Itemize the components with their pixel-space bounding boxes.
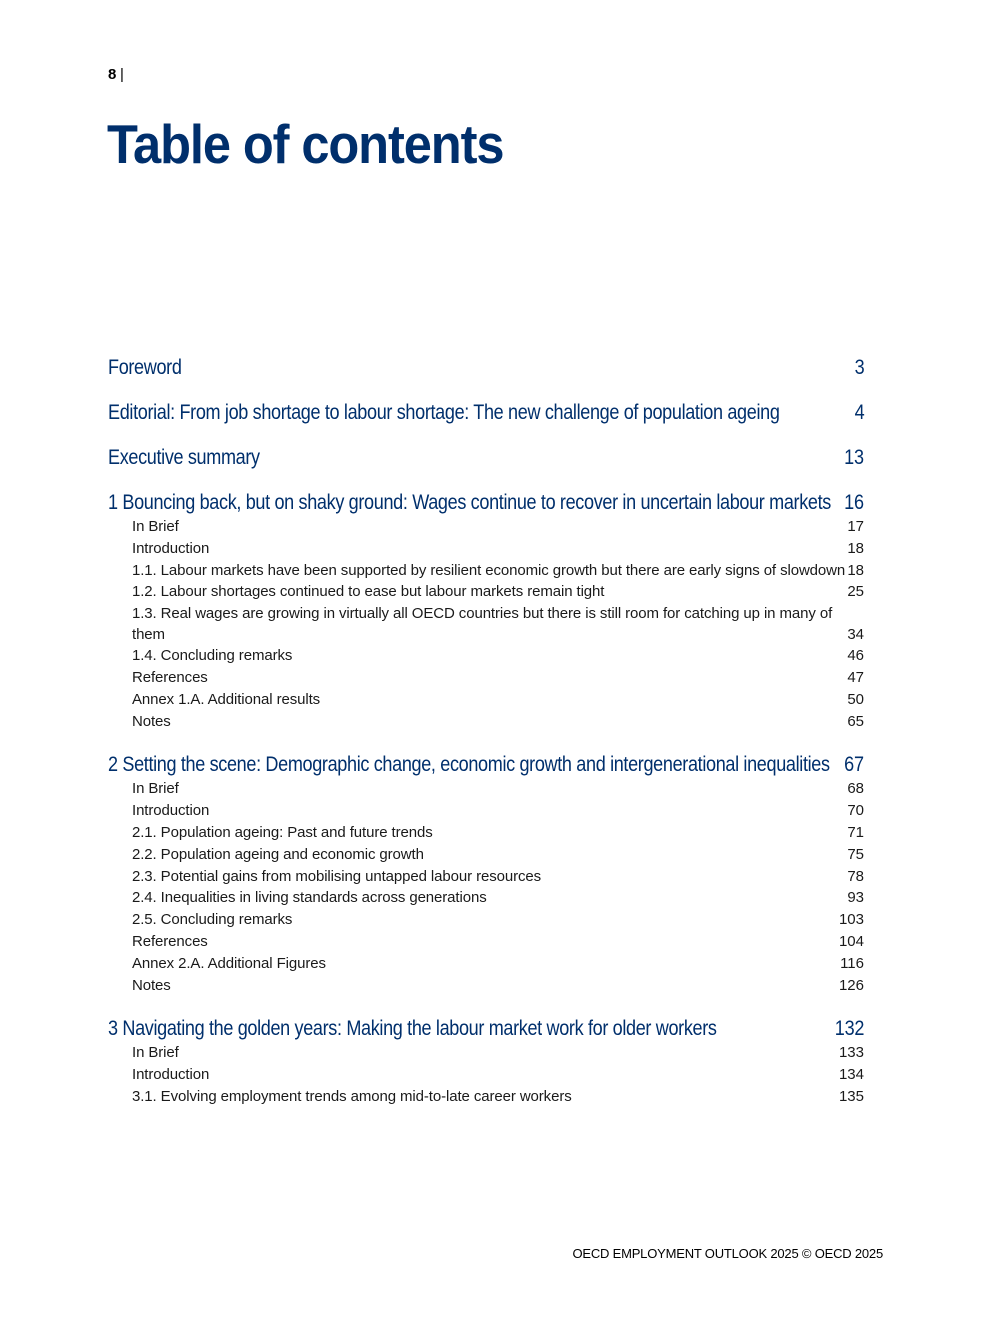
toc-subentry-page: 18 (847, 539, 864, 557)
page-footer: OECD EMPLOYMENT OUTLOOK 2025 © OECD 2025 (572, 1246, 883, 1261)
toc-entry-editorial[interactable] (108, 400, 864, 425)
toc-subentry-label: Notes (132, 712, 171, 730)
toc-subentry-label: In Brief (132, 780, 179, 798)
toc-subentry-label: Introduction (132, 802, 210, 820)
toc-entry-label: Executive summary (108, 446, 260, 469)
toc-subentry-label: 2.1. Population ageing: Past and future trends (132, 823, 433, 841)
toc-subentry[interactable] (108, 604, 864, 645)
toc-subentry-label: 1.1. Labour markets have been supported by resilient economic growth but there are early signs of slowdown (132, 561, 846, 579)
toc-entry-label: Foreword (108, 356, 182, 379)
toc-subentry-label: 2.3. Potential gains from mobilising untapped labour resources (132, 867, 542, 885)
toc-subentry[interactable] (108, 668, 864, 689)
toc-subentry-label: Introduction (132, 1065, 210, 1083)
toc-subentry-label: In Brief (132, 518, 179, 535)
toc-chapter-3[interactable] (108, 1016, 864, 1041)
toc-subentry-page: 135 (838, 1087, 864, 1105)
toc-subentry[interactable] (108, 690, 864, 711)
toc-subentry[interactable] (108, 954, 864, 975)
toc-chapter-1[interactable] (108, 490, 864, 515)
toc-subentry[interactable] (108, 823, 864, 844)
toc-subentry-page: 71 (847, 823, 864, 841)
toc-entry-page: 3 (854, 356, 864, 379)
toc-subentry-label: 2.2. Population ageing and economic growth (132, 845, 424, 863)
toc-subentry-label: 3.1. Evolving employment trends among mid-to-late career workers (132, 1087, 572, 1105)
toc-subentry-page: 126 (838, 976, 864, 994)
toc-subentry-page: 47 (847, 669, 864, 687)
toc-subentry[interactable] (108, 976, 864, 997)
toc-subentry[interactable] (108, 1065, 864, 1086)
toc-subentry-page: 50 (847, 691, 864, 709)
toc-subentry[interactable] (108, 582, 864, 603)
toc-subentry[interactable] (108, 561, 864, 582)
toc-chapter-2[interactable] (108, 752, 864, 777)
toc-subentry-label: Notes (132, 976, 171, 994)
toc-subentry-label: In Brief (132, 1044, 179, 1062)
toc-subentry-page: 68 (847, 780, 864, 798)
toc-subentry-page: 78 (847, 867, 864, 885)
toc-subentry[interactable] (108, 712, 864, 733)
toc-subentry-label: Annex 2.A. Additional Figures (132, 954, 326, 972)
toc-entry-label: Editorial: From job shortage to labour shortage: The new challenge of population ageing (108, 401, 780, 424)
toc-subentry-label: Annex 1.A. Additional results (132, 691, 321, 709)
toc-subentry-page: 34 (847, 625, 864, 643)
toc-entry-executive-summary[interactable] (108, 445, 864, 470)
toc-subentry-label: 1.3. Real wages are growing in virtually all OECD countries but there is still room for catching up in many of them (132, 605, 833, 643)
table-of-contents (108, 355, 864, 1107)
toc-subentry[interactable] (108, 932, 864, 953)
toc-entry-page: 4 (854, 401, 864, 424)
page-separator: | (120, 66, 124, 83)
toc-subentry-label: Introduction (132, 539, 210, 557)
toc-subentry-page: 65 (847, 712, 864, 730)
toc-subentry[interactable] (108, 539, 864, 560)
toc-subentry[interactable] (108, 1043, 864, 1064)
toc-subentry-page: 116 (840, 954, 864, 972)
page-title: Table of contents (107, 113, 504, 175)
toc-subentry-page: 17 (847, 518, 864, 535)
toc-entry-label: 1 Bouncing back, but on shaky ground: Wages continue to recover in uncertain labour markets (108, 491, 831, 514)
toc-subentry-page: 133 (838, 1044, 864, 1062)
toc-subentry[interactable] (108, 1087, 864, 1108)
toc-subentry[interactable] (108, 517, 864, 538)
toc-entry-foreword[interactable] (108, 355, 864, 380)
toc-subentry[interactable] (108, 867, 864, 888)
toc-subentry-page: 103 (838, 911, 864, 929)
toc-subentry-page: 46 (847, 647, 864, 665)
page-number-value: 8 (108, 66, 117, 83)
toc-subentry-label: References (132, 932, 208, 950)
toc-subentry-label: 1.4. Concluding remarks (132, 647, 293, 665)
toc-subentry-label: 2.4. Inequalities in living standards across generations (132, 889, 487, 907)
toc-entry-page: 13 (844, 446, 864, 469)
toc-subentry-page: 93 (847, 889, 864, 907)
toc-subentry-page: 18 (847, 561, 864, 579)
toc-subentry-label: References (132, 669, 208, 687)
toc-subentry[interactable] (108, 888, 864, 909)
toc-subentry[interactable] (108, 910, 864, 931)
toc-subentry[interactable] (108, 801, 864, 822)
toc-subentry[interactable] (108, 779, 864, 800)
toc-subentry[interactable] (108, 845, 864, 866)
toc-subentry-page: 70 (847, 802, 864, 820)
page-number (108, 66, 124, 83)
toc-entry-label: 3 Navigating the golden years: Making the labour market work for older workers (108, 1017, 717, 1041)
toc-subentry[interactable] (108, 646, 864, 667)
toc-subentry-page: 104 (838, 932, 864, 950)
toc-subentry-label: 2.5. Concluding remarks (132, 911, 293, 929)
toc-subentry-page: 25 (847, 583, 864, 601)
toc-entry-page: 16 (844, 491, 864, 514)
toc-subentry-label: 1.2. Labour shortages continued to ease but labour markets remain tight (132, 583, 605, 601)
toc-entry-label: 2 Setting the scene: Demographic change, economic growth and intergenerational inequalities (108, 753, 830, 777)
toc-subentry-page: 75 (847, 845, 864, 863)
toc-entry-page: 67 (844, 753, 864, 777)
toc-subentry-page: 134 (838, 1065, 864, 1083)
toc-entry-page: 132 (834, 1017, 864, 1041)
